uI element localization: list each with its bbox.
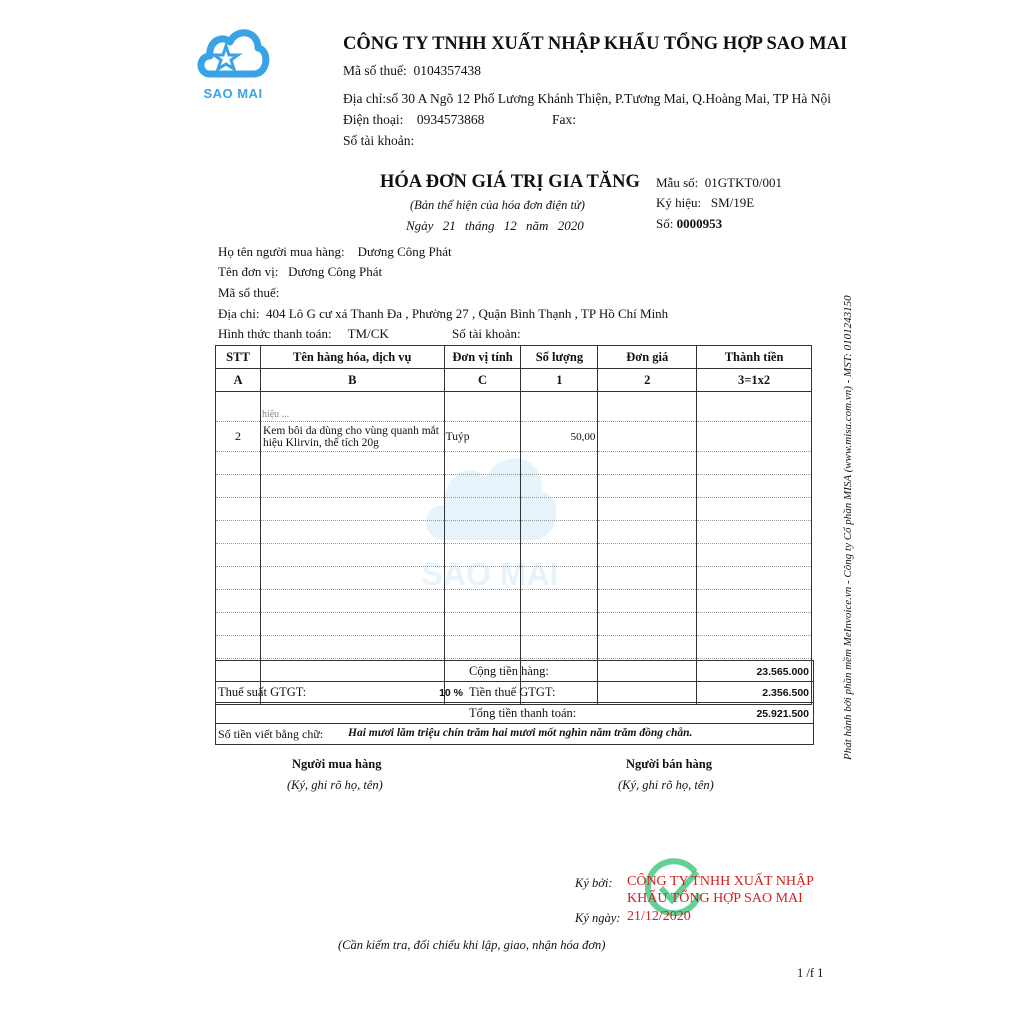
vat-rate-label: Thuế suất GTGT: <box>218 685 307 699</box>
table-row <box>216 392 812 422</box>
cloud-star-logo-icon <box>196 24 270 86</box>
vat-amount-label: Tiền thuế GTGT: <box>469 685 556 699</box>
seller-address-line <box>343 91 831 107</box>
seller-tax-code-line <box>343 63 481 79</box>
row-amount <box>697 392 812 422</box>
seller-address: số 30 A Ngõ 12 Phố Lương Khánh Thiện, P.Tương Mai, Q.Hoàng Mai, TP Hà Nội <box>386 91 832 106</box>
header-unit: Đơn vị tính <box>444 346 521 369</box>
table-code-row <box>216 369 812 392</box>
signed-date-label: Ký ngày: <box>575 911 621 925</box>
seller-address-label: Địa chỉ: <box>343 91 387 106</box>
header-qty: Số lượng <box>521 346 598 369</box>
row-name: hiệu ... <box>260 392 444 422</box>
code-2: 2 <box>598 369 697 392</box>
payment-label: Hình thức thanh toán: <box>218 326 332 341</box>
invoice-subtitle: (Bản thể hiện của hóa đơn điện tử) <box>410 198 585 212</box>
totals-section <box>215 660 814 745</box>
seller-phone: 0934573868 <box>416 112 485 127</box>
symbol-value: SM/19E <box>710 195 755 210</box>
symbol-line <box>656 195 754 211</box>
signed-by-line2: KHẨU TỔNG HỢP SAO MAI <box>627 891 803 906</box>
number-label: Số: <box>656 216 674 231</box>
total-row <box>216 703 813 724</box>
row-amount <box>697 422 812 452</box>
table-row-empty <box>216 567 812 590</box>
row-unit: Tuýp <box>444 422 521 452</box>
table-row <box>216 422 812 452</box>
page-number: 1 /f 1 <box>797 966 824 980</box>
buyer-tax-label: Mã số thuế: <box>218 285 280 300</box>
buyer-name-line <box>218 244 452 260</box>
symbol-label: Ký hiệu: <box>656 195 702 210</box>
table-row-empty <box>216 498 812 521</box>
table-row-empty <box>216 521 812 544</box>
row-stt: 2 <box>216 422 261 452</box>
row-name: Kem bôi da dùng cho vùng quanh mắt hiệu Klirvin, thể tích 20g <box>260 422 444 452</box>
code-1: 1 <box>521 369 598 392</box>
signed-date: 21/12/2020 <box>627 909 691 924</box>
signed-by-label: Ký bởi: <box>575 876 613 890</box>
footer-note: (Cần kiểm tra, đối chiếu khi lập, giao, nhận hóa đơn) <box>338 938 606 952</box>
invoice-date: Ngày 21 tháng 12 năm 2020 <box>406 218 584 233</box>
subtotal-row <box>216 661 813 682</box>
invoice-title: HÓA ĐƠN GIÁ TRỊ GIA TĂNG <box>380 172 640 192</box>
vat-rate: 10 % <box>439 687 463 699</box>
buyer-name: Dương Công Phát <box>357 244 452 259</box>
header-amount: Thành tiền <box>697 346 812 369</box>
seller-signature-title: Người bán hàng <box>626 757 712 771</box>
total-label: Tổng tiền thanh toán: <box>469 706 577 720</box>
seller-company-name: CÔNG TY TNHH XUẤT NHẬP KHẨU TỔNG HỢP SAO MAI <box>343 34 848 54</box>
code-a: A <box>216 369 261 392</box>
table-row-empty <box>216 590 812 613</box>
invoice-number: 0000953 <box>676 216 723 231</box>
header-stt: STT <box>216 346 261 369</box>
seller-account-label: Số tài khoản: <box>343 133 415 148</box>
seller-tax-code: 0104357438 <box>413 63 481 78</box>
seller-fax-label: Fax: <box>552 112 577 127</box>
table-row-empty <box>216 544 812 567</box>
logo-text: SAO MAI <box>203 86 263 101</box>
subtotal-value: 23.565.000 <box>756 666 809 678</box>
invoice-number-line <box>656 216 722 232</box>
code-b: B <box>260 369 444 392</box>
buyer-address-label: Địa chỉ: <box>218 306 260 321</box>
form-label: Mẫu số: <box>656 175 699 190</box>
header-name: Tên hàng hóa, dịch vụ <box>260 346 444 369</box>
buyer-signature-title: Người mua hàng <box>292 757 382 771</box>
seller-tax-label: Mã số thuế: <box>343 63 407 78</box>
row-price <box>598 392 697 422</box>
table-row-empty <box>216 452 812 475</box>
table-row-empty <box>216 475 812 498</box>
buyer-unit-line <box>218 264 382 280</box>
subtotal-label: Cộng tiền hàng: <box>469 664 549 678</box>
table-row-empty <box>216 636 812 659</box>
code-c: C <box>444 369 521 392</box>
amount-in-words-row <box>216 724 813 744</box>
buyer-signature-note: (Ký, ghi rõ họ, tên) <box>287 778 383 792</box>
row-stt <box>216 392 261 422</box>
seller-phone-label: Điện thoại: <box>343 112 404 127</box>
buyer-address: 404 Lô G cư xá Thanh Đa , Phường 27 , Quận Bình Thạnh , TP Hồ Chí Minh <box>266 306 669 321</box>
words-label: Số tiền viết bằng chữ: <box>218 727 324 741</box>
seller-signature-note: (Ký, ghi rõ họ, tên) <box>618 778 714 792</box>
amount-in-words: Hai mươi lăm triệu chín trăm hai mươi mốt nghìn năm trăm đồng chẵn. <box>348 727 693 739</box>
vat-amount: 2.356.500 <box>762 687 809 699</box>
signed-by-line1: CÔNG TY TNHH XUẤT NHẬP <box>627 874 814 889</box>
table-header-row <box>216 346 812 369</box>
buyer-address-line <box>218 306 668 322</box>
buyer-payment-line <box>218 326 389 342</box>
form-number-line <box>656 175 782 191</box>
company-logo <box>196 24 270 104</box>
buyer-name-label: Họ tên người mua hàng: <box>218 244 345 259</box>
row-price <box>598 422 697 452</box>
payment-method: TM/CK <box>347 326 389 341</box>
svg-text:SAO MAI: SAO MAI <box>421 556 559 590</box>
code-3: 3=1x2 <box>697 369 812 392</box>
total-value: 25.921.500 <box>756 708 809 720</box>
buyer-account-label: Số tài khoản: <box>452 326 521 341</box>
issuer-vertical-text: Phát hành bởi phần mềm MeInvoice.vn - Công ty Cổ phần MISA (www.misa.com.vn) - MST: 0101243150 <box>842 295 854 760</box>
header-price: Đơn giá <box>598 346 697 369</box>
vat-row <box>216 682 813 703</box>
items-table <box>215 345 812 705</box>
buyer-unit-label: Tên đơn vị: <box>218 264 279 279</box>
form-value: 01GTKT0/001 <box>704 175 783 190</box>
seller-phone-line <box>343 112 484 128</box>
buyer-unit: Dương Công Phát <box>288 264 383 279</box>
row-qty: 50,00 <box>521 422 598 452</box>
row-qty <box>521 392 598 422</box>
table-row-empty <box>216 613 812 636</box>
row-unit <box>444 392 521 422</box>
